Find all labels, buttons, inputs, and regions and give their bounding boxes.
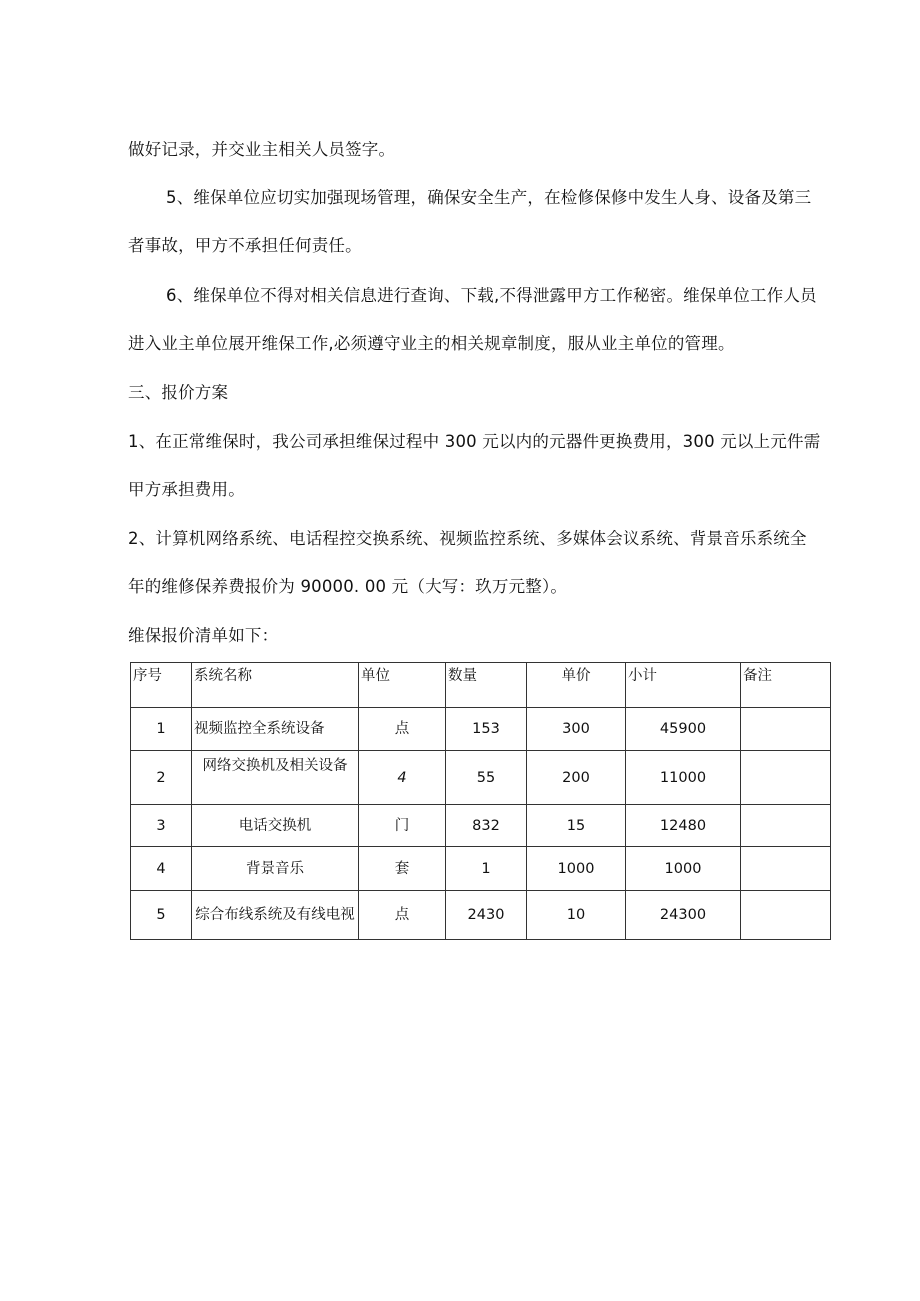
cell-subtotal: 45900	[626, 708, 741, 751]
cell-note	[741, 708, 831, 751]
cell-unit-price: 1000	[527, 847, 626, 891]
cell-subtotal: 24300	[626, 891, 741, 940]
cell-unit: 点	[359, 891, 446, 940]
cell-system-name: 电话交换机	[192, 805, 359, 847]
cell-subtotal: 11000	[626, 751, 741, 805]
paragraph-record-signature: 做好记录，并交业主相关人员签字。	[128, 140, 396, 159]
cell-subtotal: 1000	[626, 847, 741, 891]
cell-system-name: 背景音乐	[192, 847, 359, 891]
table-header-row	[131, 663, 831, 708]
cell-unit: 4	[359, 751, 446, 805]
cell-subtotal: 12480	[626, 805, 741, 847]
section-heading-quote-plan: 三、报价方案	[128, 383, 229, 402]
cell-unit: 点	[359, 708, 446, 751]
cell-note	[741, 891, 831, 940]
cell-note	[741, 805, 831, 847]
header-quantity: 数量	[446, 663, 527, 708]
cell-quantity: 153	[446, 708, 527, 751]
cell-unit-price: 15	[527, 805, 626, 847]
table-row	[131, 751, 831, 805]
quote-item-2-line-1: 2、计算机网络系统、电话程控交换系统、视频监控系统、多媒体会议系统、背景音乐系统全	[128, 529, 807, 548]
cell-note	[741, 847, 831, 891]
cell-unit-price: 200	[527, 751, 626, 805]
header-seq: 序号	[131, 663, 192, 708]
quote-item-1-line-1: 1、在正常维保时，我公司承担维保过程中 300 元以内的元器件更换费用，300 元以上元件需	[128, 432, 821, 451]
cell-system-name: 视频监控全系统设备	[192, 708, 359, 751]
header-system-name: 系统名称	[192, 663, 359, 708]
cell-unit: 套	[359, 847, 446, 891]
cell-seq: 3	[131, 805, 192, 847]
table-row	[131, 847, 831, 891]
cell-quantity: 2430	[446, 891, 527, 940]
cell-seq: 2	[131, 751, 192, 805]
clause-6-line-2: 进入业主单位展开维保工作,必须遵守业主的相关规章制度，服从业主单位的管理。	[128, 334, 735, 353]
quote-table	[130, 662, 831, 940]
cell-seq: 1	[131, 708, 192, 751]
clause-5-line-2: 者事故，甲方不承担任何责任。	[128, 236, 362, 255]
clause-6-line-1: 6、维保单位不得对相关信息进行查询、下载,不得泄露甲方工作秘密。维保单位工作人员	[166, 286, 817, 305]
clause-5-line-1: 5、维保单位应切实加强现场管理，确保安全生产，在检修保修中发生人身、设备及第三	[166, 188, 812, 207]
cell-seq: 4	[131, 847, 192, 891]
quote-item-1-line-2: 甲方承担费用。	[128, 480, 245, 499]
header-unit-price: 单价	[527, 663, 626, 708]
table-row	[131, 891, 831, 940]
table-row	[131, 708, 831, 751]
cell-note	[741, 751, 831, 805]
cell-unit-price: 300	[527, 708, 626, 751]
cell-quantity: 55	[446, 751, 527, 805]
header-note: 备注	[741, 663, 831, 708]
quote-item-2-line-2: 年的维修保养费报价为 90000. 00 元（大写：玖万元整）。	[128, 577, 568, 596]
header-unit: 单位	[359, 663, 446, 708]
cell-unit-price: 10	[527, 891, 626, 940]
cell-system-name: 网络交换机及相关设备	[192, 751, 359, 805]
cell-unit: 门	[359, 805, 446, 847]
cell-quantity: 832	[446, 805, 527, 847]
quote-list-intro: 维保报价清单如下：	[128, 626, 279, 645]
cell-seq: 5	[131, 891, 192, 940]
header-subtotal: 小计	[626, 663, 741, 708]
cell-quantity: 1	[446, 847, 527, 891]
cell-system-name: 综合布线系统及有线电视	[192, 891, 359, 940]
table-row	[131, 805, 831, 847]
